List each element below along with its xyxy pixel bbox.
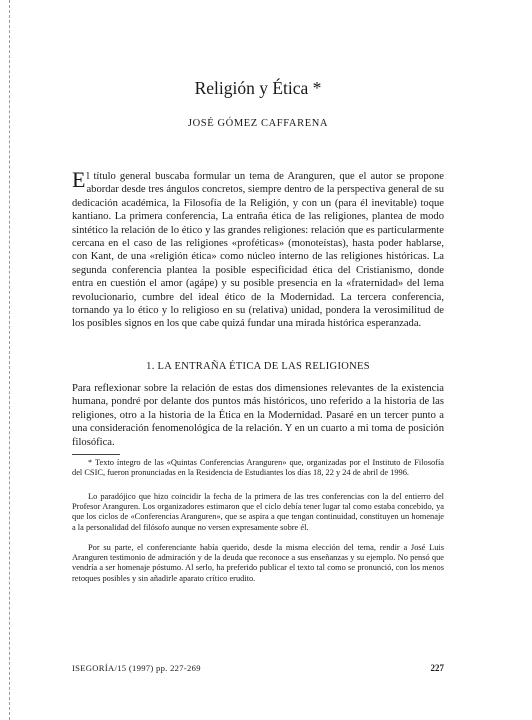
journal-citation: ISEGORÍA/15 (1997) pp. 227-269 — [72, 663, 201, 673]
article-title: Religión y Ética * — [194, 78, 322, 98]
footnote: * Texto íntegro de las «Quintas Conferencias Aranguren» que, organizadas por el Instituto de Filosofía del CSIC, fueron pronunciadas en la Residencia de Estudiantes los días 18, 22 y 24 de abril de 1996. — [72, 458, 444, 478]
page-number: 227 — [430, 663, 444, 673]
footnote-rule — [72, 454, 120, 455]
page-edge-line — [9, 0, 10, 720]
footnote: Lo paradójico que hizo coincidir la fecha de la primera de las tres conferencias con la del entierro del Profesor Aranguren. Los organizadores estimaron que el ciclo debía tener lugar tal como estaba concebido, ya que los ciclos de «Conferencias Aranguren», que se aspira a que tengan continuidad, constituyen un homenaje a la personalidad del filósofo aunque no versen expresamente sobre él. — [72, 492, 444, 532]
body-paragraph: Para reflexionar sobre la relación de estas dos dimensiones relevantes de la existencia humana, pondré por delante dos puntos más históricos, uno referido a la historia de las religiones, otro a la historia de la Ética en la Modernidad. Pasaré en un tercer punto a una consideración fenomenológica de la relación. Y en un cuarto a mi toma de posición filosófica. — [72, 383, 444, 448]
footnote: Por su parte, el conferenciante había querido, desde la misma elección del tema, rendir a José Luis Aranguren testimonio de admiración y de la deuda que reconoce a sus enseñanzas y su ejemplo. No pensó que vendría a ser homenaje póstumo. Al serlo, ha preferido publicar el texto tal como se pronunció, con los menos retoques posibles y sin añadirle aparato crítico erudito. — [72, 543, 444, 583]
section-heading: 1. LA ENTRAÑA ÉTICA DE LAS RELIGIONES — [146, 361, 370, 372]
article-author: JOSÉ GÓMEZ CAFFARENA — [187, 118, 329, 129]
intro-paragraph — [72, 167, 444, 331]
intro-text: l título general buscaba formular un tema de Aranguren, que el autor se propone abordar desde tres ángulos concretos, siempre dentro de la perspectiva general de su dedicación académica, la Filosofía de la Religión, y con un (para él inevitable) toque kantiano. La primera conferencia, La entraña ética de las religiones, plantea de modo sintético la relación de lo ético y las grandes religiones: relación que es particularmente cercana en el caso de las religiones «proféticas» (monoteístas), hasta poder hablarse, con Kant, de una «religión ética» como núcleo interno de las religiones históricas. La segunda conferencia plantea la posible especificidad ética del Cristianismo, donde entra en cuestión el amor (agápe) y su posible presencia en la «fraternidad» del lema revolucionario, cumbre del ideal ético de la Modernidad. La tercera conferencia, tornando ya lo ético y lo religioso en su (relativa) unidad, pondera la verosimilitud de los posibles signos en los que cabe quizá fundar una mirada histórica esperanzada. — [72, 171, 444, 330]
drop-cap: E — [72, 167, 86, 192]
